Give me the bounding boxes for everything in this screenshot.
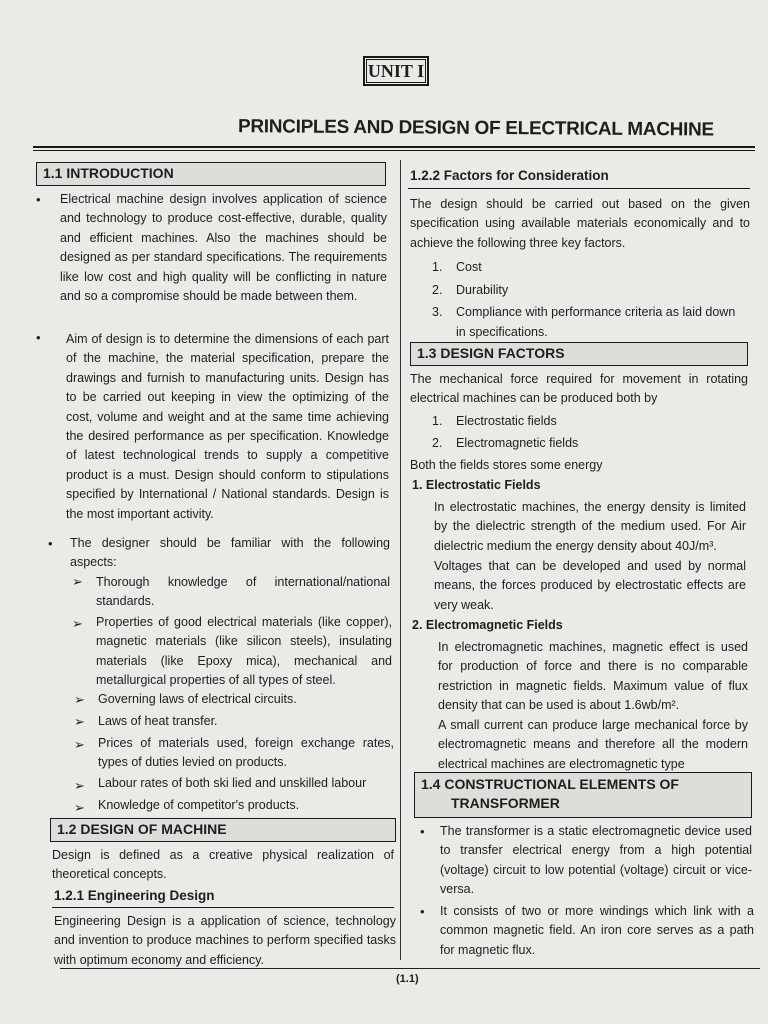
bullet-dot: • — [36, 330, 41, 345]
intro-paragraph-3: The designer should be familiar with the following aspects: — [70, 536, 390, 570]
footer-rule — [60, 968, 760, 969]
bullet-dot: • — [48, 536, 53, 551]
arrow-bullet-icon: ➢ — [74, 692, 85, 707]
factor-item: 1. Cost — [432, 260, 482, 274]
section-1-2-1-heading: 1.2.1 Engineering Design — [54, 888, 215, 903]
section-1-2-2-heading: 1.2.2 Factors for Consideration — [410, 168, 609, 183]
section-1-3-heading: 1.3 DESIGN FACTORS — [410, 342, 748, 366]
aspect-item: Knowledge of competitor's products. — [98, 798, 300, 812]
subhead-underline — [408, 188, 750, 189]
electrostatic-text-2: Voltages that can be developed and used by normal means, the forces produced by electrostatic effects are very weak. — [434, 559, 746, 612]
section-1-4-title-line1: 1.4 CONSTRUCTIONAL ELEMENTS OF — [421, 776, 679, 792]
section-1-4-title-line2: TRANSFORMER — [451, 795, 560, 811]
arrow-bullet-icon: ➢ — [74, 737, 85, 752]
bullet-dot: • — [36, 192, 41, 207]
section-1-2-1-text: Engineering Design is a application of science, technology and invention to produce machines to perform specified tasks with optimum economy and efficiency. — [54, 914, 396, 967]
aspect-item: Laws of heat transfer. — [98, 714, 218, 728]
aspect-item: Governing laws of electrical circuits. — [98, 692, 297, 706]
both-fields-text: Both the fields stores some energy — [410, 458, 603, 472]
aspect-item: Prices of materials used, foreign exchange rates, types of duties levied on products. — [98, 736, 394, 770]
arrow-bullet-icon: ➢ — [72, 574, 83, 589]
factor-item-continued: in specifications. — [456, 325, 548, 339]
unit-label: UNIT I — [363, 56, 429, 86]
field-item: 1. Electrostatic fields — [432, 414, 557, 428]
bullet-dot: • — [420, 824, 425, 839]
transformer-bullet-2: It consists of two or more windings which link with a common magnetic field. An iron core serves as a path for magnetic flux. — [440, 904, 754, 957]
arrow-bullet-icon: ➢ — [72, 616, 83, 631]
arrow-bullet-icon: ➢ — [74, 800, 85, 815]
section-1-2-text: Design is defined as a creative physical realization of theoretical concepts. — [52, 848, 394, 882]
factor-item: 3. Compliance with performance criteria as laid down — [432, 305, 736, 319]
title-rule-thin — [33, 150, 755, 151]
arrow-bullet-icon: ➢ — [74, 714, 85, 729]
factor-item: 2. Durability — [432, 283, 509, 297]
field-item: 2. Electromagnetic fields — [432, 436, 579, 450]
title-rule — [33, 146, 755, 148]
aspect-item: Thorough knowledge of international/national standards. — [96, 575, 390, 609]
column-divider — [400, 160, 401, 960]
subhead-underline — [52, 907, 394, 908]
section-1-3-text: The mechanical force required for movement in rotating electrical machines can be produced both by — [410, 372, 748, 406]
arrow-bullet-icon: ➢ — [74, 778, 85, 793]
section-1-2-heading: 1.2 DESIGN OF MACHINE — [50, 818, 396, 842]
electromagnetic-text-2: A small current can produce large mechanical force by electromagnetic means and therefore all the modern electrical machines are electromagnetic type — [438, 718, 748, 771]
page-title: PRINCIPLES AND DESIGN OF ELECTRICAL MACHINE — [237, 116, 714, 141]
section-1-4-heading — [414, 772, 752, 818]
section-1-2-2-text: The design should be carried out based on the given specification using available materials economically and to achieve the following three key factors. — [410, 197, 750, 250]
electrostatic-heading: 1. Electrostatic Fields — [412, 478, 541, 492]
bullet-dot: • — [420, 904, 425, 919]
section-1-1-heading: 1.1 INTRODUCTION — [36, 162, 386, 186]
electromagnetic-heading: 2. Electromagnetic Fields — [412, 618, 563, 632]
intro-paragraph-1: Electrical machine design involves application of science and technology to produce cost-effective, durable, quality and efficient machines. Also the machines should be designed as per standard specifications. The requirements like low cost and high quality will be conflicting in nature and so a compromise should be made between them. — [60, 192, 387, 304]
page-number: (1.1) — [396, 973, 419, 985]
transformer-bullet-1: The transformer is a static electromagnetic device used to transfer electrical energy from a high potential (voltage) circuit to low potential (voltage) circuit or vice-versa. — [440, 824, 752, 897]
aspect-item: Properties of good electrical materials (like copper), magnetic materials (like silicon steels), insulating materials (like Epoxy mica), mechanical and metallurgical properties of all types of steel. — [96, 615, 392, 688]
aspect-item: Labour rates of both ski lied and unskilled labour — [98, 776, 367, 790]
electromagnetic-text-1: In electromagnetic machines, magnetic effect is used for production of force and there is no comparable restriction in magnetic fields. Maximum value of flux density that can be used is about 1.6wb/m². — [438, 640, 748, 713]
intro-paragraph-2: Aim of design is to determine the dimensions of each part of the machine, the material specification, prepare the drawings and furnish to manufacturing units. Design has to be carried out keeping in view the optimizing of the cost, volume and weight and at the same time achieving the desired performance as per specification. Knowledge of latest technological trends to supply a competitive product is a must. Design should conform to stipulations specified by International / National standards. Design is the most important activity. — [66, 332, 389, 521]
electrostatic-text-1: In electrostatic machines, the energy density is limited by the dielectric strength of the medium used. For Air dielectric medium the energy density about 40J/m³. — [434, 500, 746, 553]
